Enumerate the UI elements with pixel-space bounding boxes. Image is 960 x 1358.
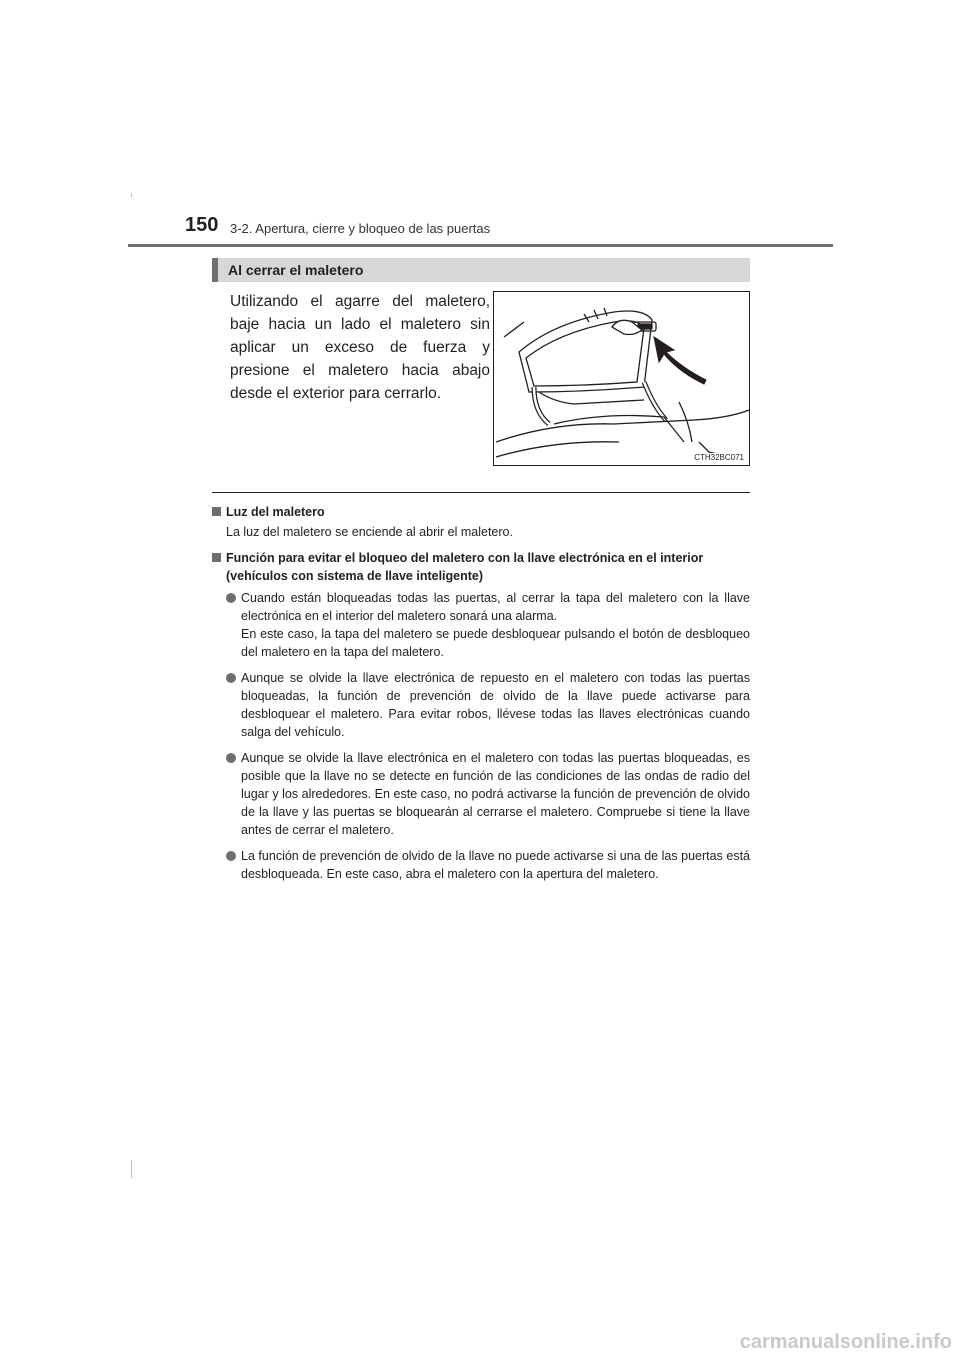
circle-bullet-icon	[226, 851, 236, 861]
circle-bullet-icon	[226, 673, 236, 683]
note-heading-trunk-light	[212, 503, 750, 521]
bullet-text: La función de prevención de olvido de la llave no puede activarse si una de las puertas está desbloqueada. En este caso, abra el maletero con la apertura del maletero.	[241, 849, 750, 881]
note-heading-text: Función para evitar el bloqueo del maletero con la llave electrónica en el interior (vehículos con sistema de llave inteligente)	[226, 551, 704, 583]
bullet-text: Aunque se olvide la llave electrónica de repuesto en el maletero con todas las puertas bloqueadas, la función de prevención de olvido de la llave puede activarse para desbloquear el maletero. Para evitar robos, llévese todas las llaves electrónicas cuando salga del vehículo.	[241, 671, 750, 739]
bullet-item	[226, 589, 750, 661]
square-bullet-icon	[212, 507, 221, 516]
header-rule	[128, 244, 833, 247]
crop-mark	[131, 193, 132, 197]
notes-divider	[212, 492, 750, 493]
square-bullet-icon	[212, 553, 221, 562]
bullet-item	[226, 749, 750, 839]
arrow-icon	[654, 337, 706, 384]
watermark: carmanualsonline.info	[739, 1331, 952, 1353]
crop-mark	[131, 1160, 132, 1178]
page-number: 150	[185, 214, 219, 236]
bullet-text: En este caso, la tapa del maletero se puede desbloquear pulsando el botón de desbloqueo del maletero en la tapa del maletero.	[241, 627, 750, 659]
notes-section	[212, 503, 750, 891]
trunk-drawing	[494, 292, 750, 466]
intro-paragraph: Utilizando el agarre del maletero, baje hacia un lado el maletero sin aplicar un exceso de fuerza y presione el maletero hacia abajo desde el exterior para cerrarlo.	[230, 293, 490, 402]
note-heading-lockout	[212, 549, 750, 585]
bullet-text: Cuando están bloqueadas todas las puertas, al cerrar la tapa del maletero con la llave electrónica en el interior del maletero sonará una alarma.	[241, 591, 750, 623]
circle-bullet-icon	[226, 593, 236, 603]
note-heading-text: Luz del maletero	[226, 505, 325, 519]
note-text-trunk-light: La luz del maletero se enciende al abrir el maletero.	[226, 525, 513, 539]
section-heading: Al cerrar el maletero	[212, 258, 750, 282]
bullet-item	[226, 847, 750, 883]
chapter-title: 3-2. Apertura, cierre y bloqueo de las puertas	[230, 221, 491, 236]
bullet-item	[226, 669, 750, 741]
bullet-text: Aunque se olvide la llave electrónica en el maletero con todas las puertas bloqueadas, es posible que la llave no se detecte en función de las condiciones de las ondas de radio del lugar y los alrededores. En este caso, no podrá activarse la función de prevención de olvido de la llave y las puertas se bloquearán al cerrarse el maletero. Compruebe si tiene la llave antes de cerrar el maletero.	[241, 751, 750, 837]
circle-bullet-icon	[226, 753, 236, 763]
trunk-illustration	[493, 291, 750, 466]
figure-code: CTH32BC071	[694, 453, 744, 462]
